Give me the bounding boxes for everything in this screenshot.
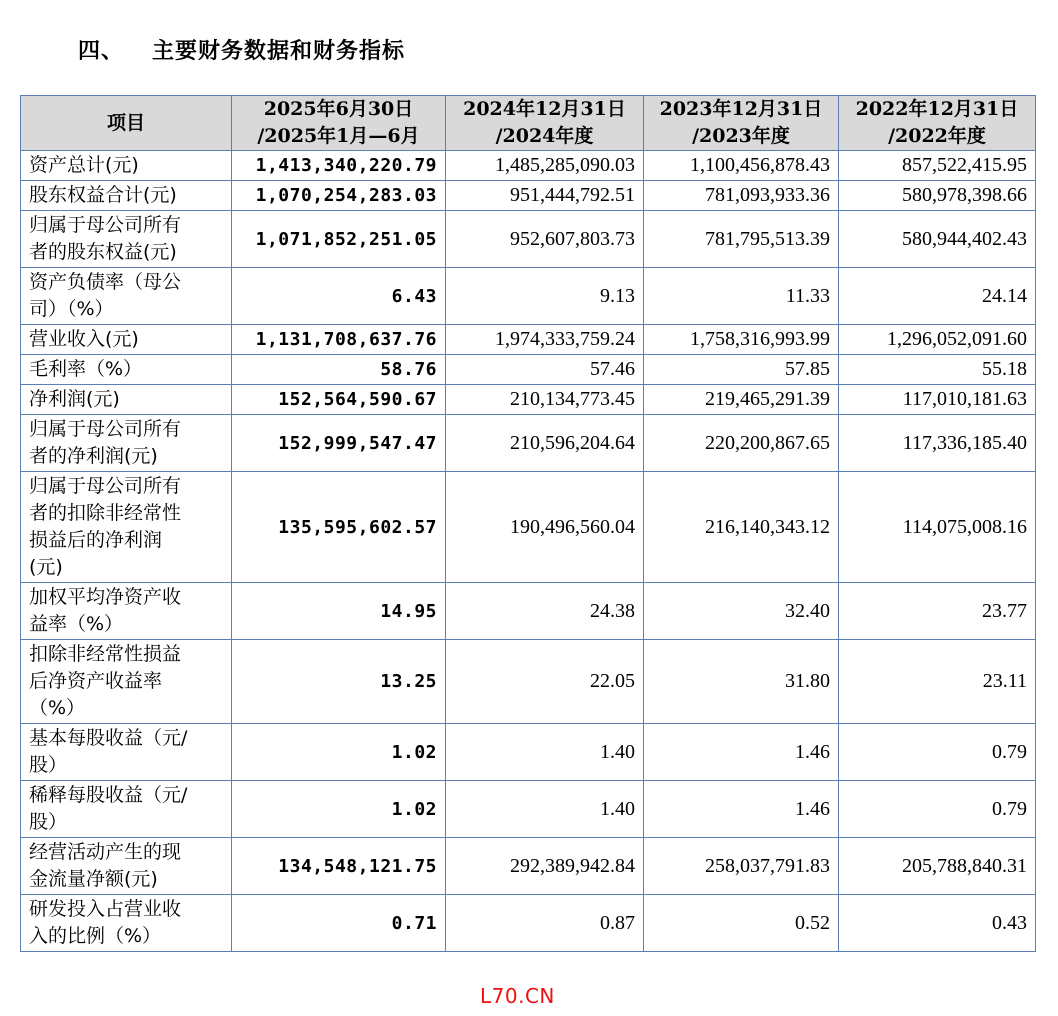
value-cell: 1,296,052,091.60 bbox=[839, 325, 1036, 355]
value-cell: 219,465,291.39 bbox=[644, 385, 839, 415]
value-cell: 57.85 bbox=[644, 355, 839, 385]
table-row bbox=[21, 181, 1036, 211]
table-row bbox=[21, 640, 1036, 724]
value-cell: 1.40 bbox=[446, 781, 644, 838]
row-label: 加权平均净资产收 益率（%） bbox=[21, 583, 232, 640]
row-label: 归属于母公司所有 者的股东权益(元) bbox=[21, 211, 232, 268]
value-cell-current: 1,070,254,283.03 bbox=[232, 181, 446, 211]
value-cell: 32.40 bbox=[644, 583, 839, 640]
value-cell: 220,200,867.65 bbox=[644, 415, 839, 472]
value-cell: 1,974,333,759.24 bbox=[446, 325, 644, 355]
value-cell: 190,496,560.04 bbox=[446, 472, 644, 583]
table-row bbox=[21, 325, 1036, 355]
value-cell: 114,075,008.16 bbox=[839, 472, 1036, 583]
value-cell: 23.11 bbox=[839, 640, 1036, 724]
value-cell: 55.18 bbox=[839, 355, 1036, 385]
table-body bbox=[21, 151, 1036, 952]
value-cell: 0.87 bbox=[446, 895, 644, 952]
table-row bbox=[21, 355, 1036, 385]
row-label: 净利润(元) bbox=[21, 385, 232, 415]
value-cell: 258,037,791.83 bbox=[644, 838, 839, 895]
value-cell: 0.79 bbox=[839, 781, 1036, 838]
row-label: 经营活动产生的现 金流量净额(元) bbox=[21, 838, 232, 895]
row-label: 资产负债率（母公 司）（%） bbox=[21, 268, 232, 325]
table-row bbox=[21, 838, 1036, 895]
table-row bbox=[21, 781, 1036, 838]
value-cell: 580,978,398.66 bbox=[839, 181, 1036, 211]
row-label: 归属于母公司所有 者的净利润(元) bbox=[21, 415, 232, 472]
section-number: 四、 bbox=[78, 39, 125, 64]
value-cell: 23.77 bbox=[839, 583, 1036, 640]
value-cell-current: 1.02 bbox=[232, 781, 446, 838]
header-row bbox=[21, 96, 1036, 151]
header-2022: 2022年12月31日 /2022年度 bbox=[839, 96, 1036, 151]
value-cell-current: 1,071,852,251.05 bbox=[232, 211, 446, 268]
financial-data-table bbox=[20, 95, 1036, 952]
row-label: 基本每股收益（元/ 股） bbox=[21, 724, 232, 781]
value-cell: 1.46 bbox=[644, 724, 839, 781]
header-item: 项目 bbox=[21, 96, 232, 151]
value-cell-current: 134,548,121.75 bbox=[232, 838, 446, 895]
value-cell: 117,010,181.63 bbox=[839, 385, 1036, 415]
table-row bbox=[21, 385, 1036, 415]
value-cell-current: 14.95 bbox=[232, 583, 446, 640]
table-row bbox=[21, 211, 1036, 268]
value-cell-current: 1.02 bbox=[232, 724, 446, 781]
row-label: 归属于母公司所有 者的扣除非经常性 损益后的净利润 (元) bbox=[21, 472, 232, 583]
value-cell-current: 6.43 bbox=[232, 268, 446, 325]
value-cell: 22.05 bbox=[446, 640, 644, 724]
value-cell: 1.46 bbox=[644, 781, 839, 838]
row-label: 稀释每股收益（元/ 股） bbox=[21, 781, 232, 838]
value-cell: 9.13 bbox=[446, 268, 644, 325]
table-header bbox=[21, 96, 1036, 151]
value-cell: 952,607,803.73 bbox=[446, 211, 644, 268]
value-cell-current: 1,413,340,220.79 bbox=[232, 151, 446, 181]
value-cell-current: 58.76 bbox=[232, 355, 446, 385]
row-label: 研发投入占营业收 入的比例（%） bbox=[21, 895, 232, 952]
value-cell: 24.14 bbox=[839, 268, 1036, 325]
table-row bbox=[21, 583, 1036, 640]
value-cell: 292,389,942.84 bbox=[446, 838, 644, 895]
value-cell: 781,093,933.36 bbox=[644, 181, 839, 211]
row-label: 营业收入(元) bbox=[21, 325, 232, 355]
value-cell-current: 1,131,708,637.76 bbox=[232, 325, 446, 355]
value-cell-current: 152,564,590.67 bbox=[232, 385, 446, 415]
value-cell: 1,758,316,993.99 bbox=[644, 325, 839, 355]
value-cell: 24.38 bbox=[446, 583, 644, 640]
value-cell: 117,336,185.40 bbox=[839, 415, 1036, 472]
value-cell-current: 152,999,547.47 bbox=[232, 415, 446, 472]
watermark-text: L70.CN bbox=[480, 984, 555, 1008]
table-row bbox=[21, 268, 1036, 325]
value-cell: 210,596,204.64 bbox=[446, 415, 644, 472]
value-cell: 0.79 bbox=[839, 724, 1036, 781]
value-cell: 0.52 bbox=[644, 895, 839, 952]
table-row bbox=[21, 895, 1036, 952]
value-cell: 57.46 bbox=[446, 355, 644, 385]
value-cell: 210,134,773.45 bbox=[446, 385, 644, 415]
value-cell: 216,140,343.12 bbox=[644, 472, 839, 583]
table-row bbox=[21, 415, 1036, 472]
value-cell-current: 135,595,602.57 bbox=[232, 472, 446, 583]
value-cell: 11.33 bbox=[644, 268, 839, 325]
value-cell: 31.80 bbox=[644, 640, 839, 724]
value-cell: 1,485,285,090.03 bbox=[446, 151, 644, 181]
table-row bbox=[21, 151, 1036, 181]
section-heading bbox=[78, 34, 405, 65]
value-cell: 580,944,402.43 bbox=[839, 211, 1036, 268]
value-cell: 951,444,792.51 bbox=[446, 181, 644, 211]
section-title: 主要财务数据和财务指标 bbox=[152, 39, 406, 64]
value-cell: 205,788,840.31 bbox=[839, 838, 1036, 895]
table-row bbox=[21, 724, 1036, 781]
value-cell: 1,100,456,878.43 bbox=[644, 151, 839, 181]
row-label: 股东权益合计(元) bbox=[21, 181, 232, 211]
row-label: 资产总计(元) bbox=[21, 151, 232, 181]
row-label: 扣除非经常性损益 后净资产收益率 （%） bbox=[21, 640, 232, 724]
value-cell: 857,522,415.95 bbox=[839, 151, 1036, 181]
value-cell-current: 13.25 bbox=[232, 640, 446, 724]
header-2025-h1: 2025年6月30日 /2025年1月—6月 bbox=[232, 96, 446, 151]
header-2023: 2023年12月31日 /2023年度 bbox=[644, 96, 839, 151]
value-cell: 0.43 bbox=[839, 895, 1036, 952]
table-row bbox=[21, 472, 1036, 583]
header-2024: 2024年12月31日 /2024年度 bbox=[446, 96, 644, 151]
value-cell: 781,795,513.39 bbox=[644, 211, 839, 268]
value-cell: 1.40 bbox=[446, 724, 644, 781]
row-label: 毛利率（%） bbox=[21, 355, 232, 385]
value-cell-current: 0.71 bbox=[232, 895, 446, 952]
